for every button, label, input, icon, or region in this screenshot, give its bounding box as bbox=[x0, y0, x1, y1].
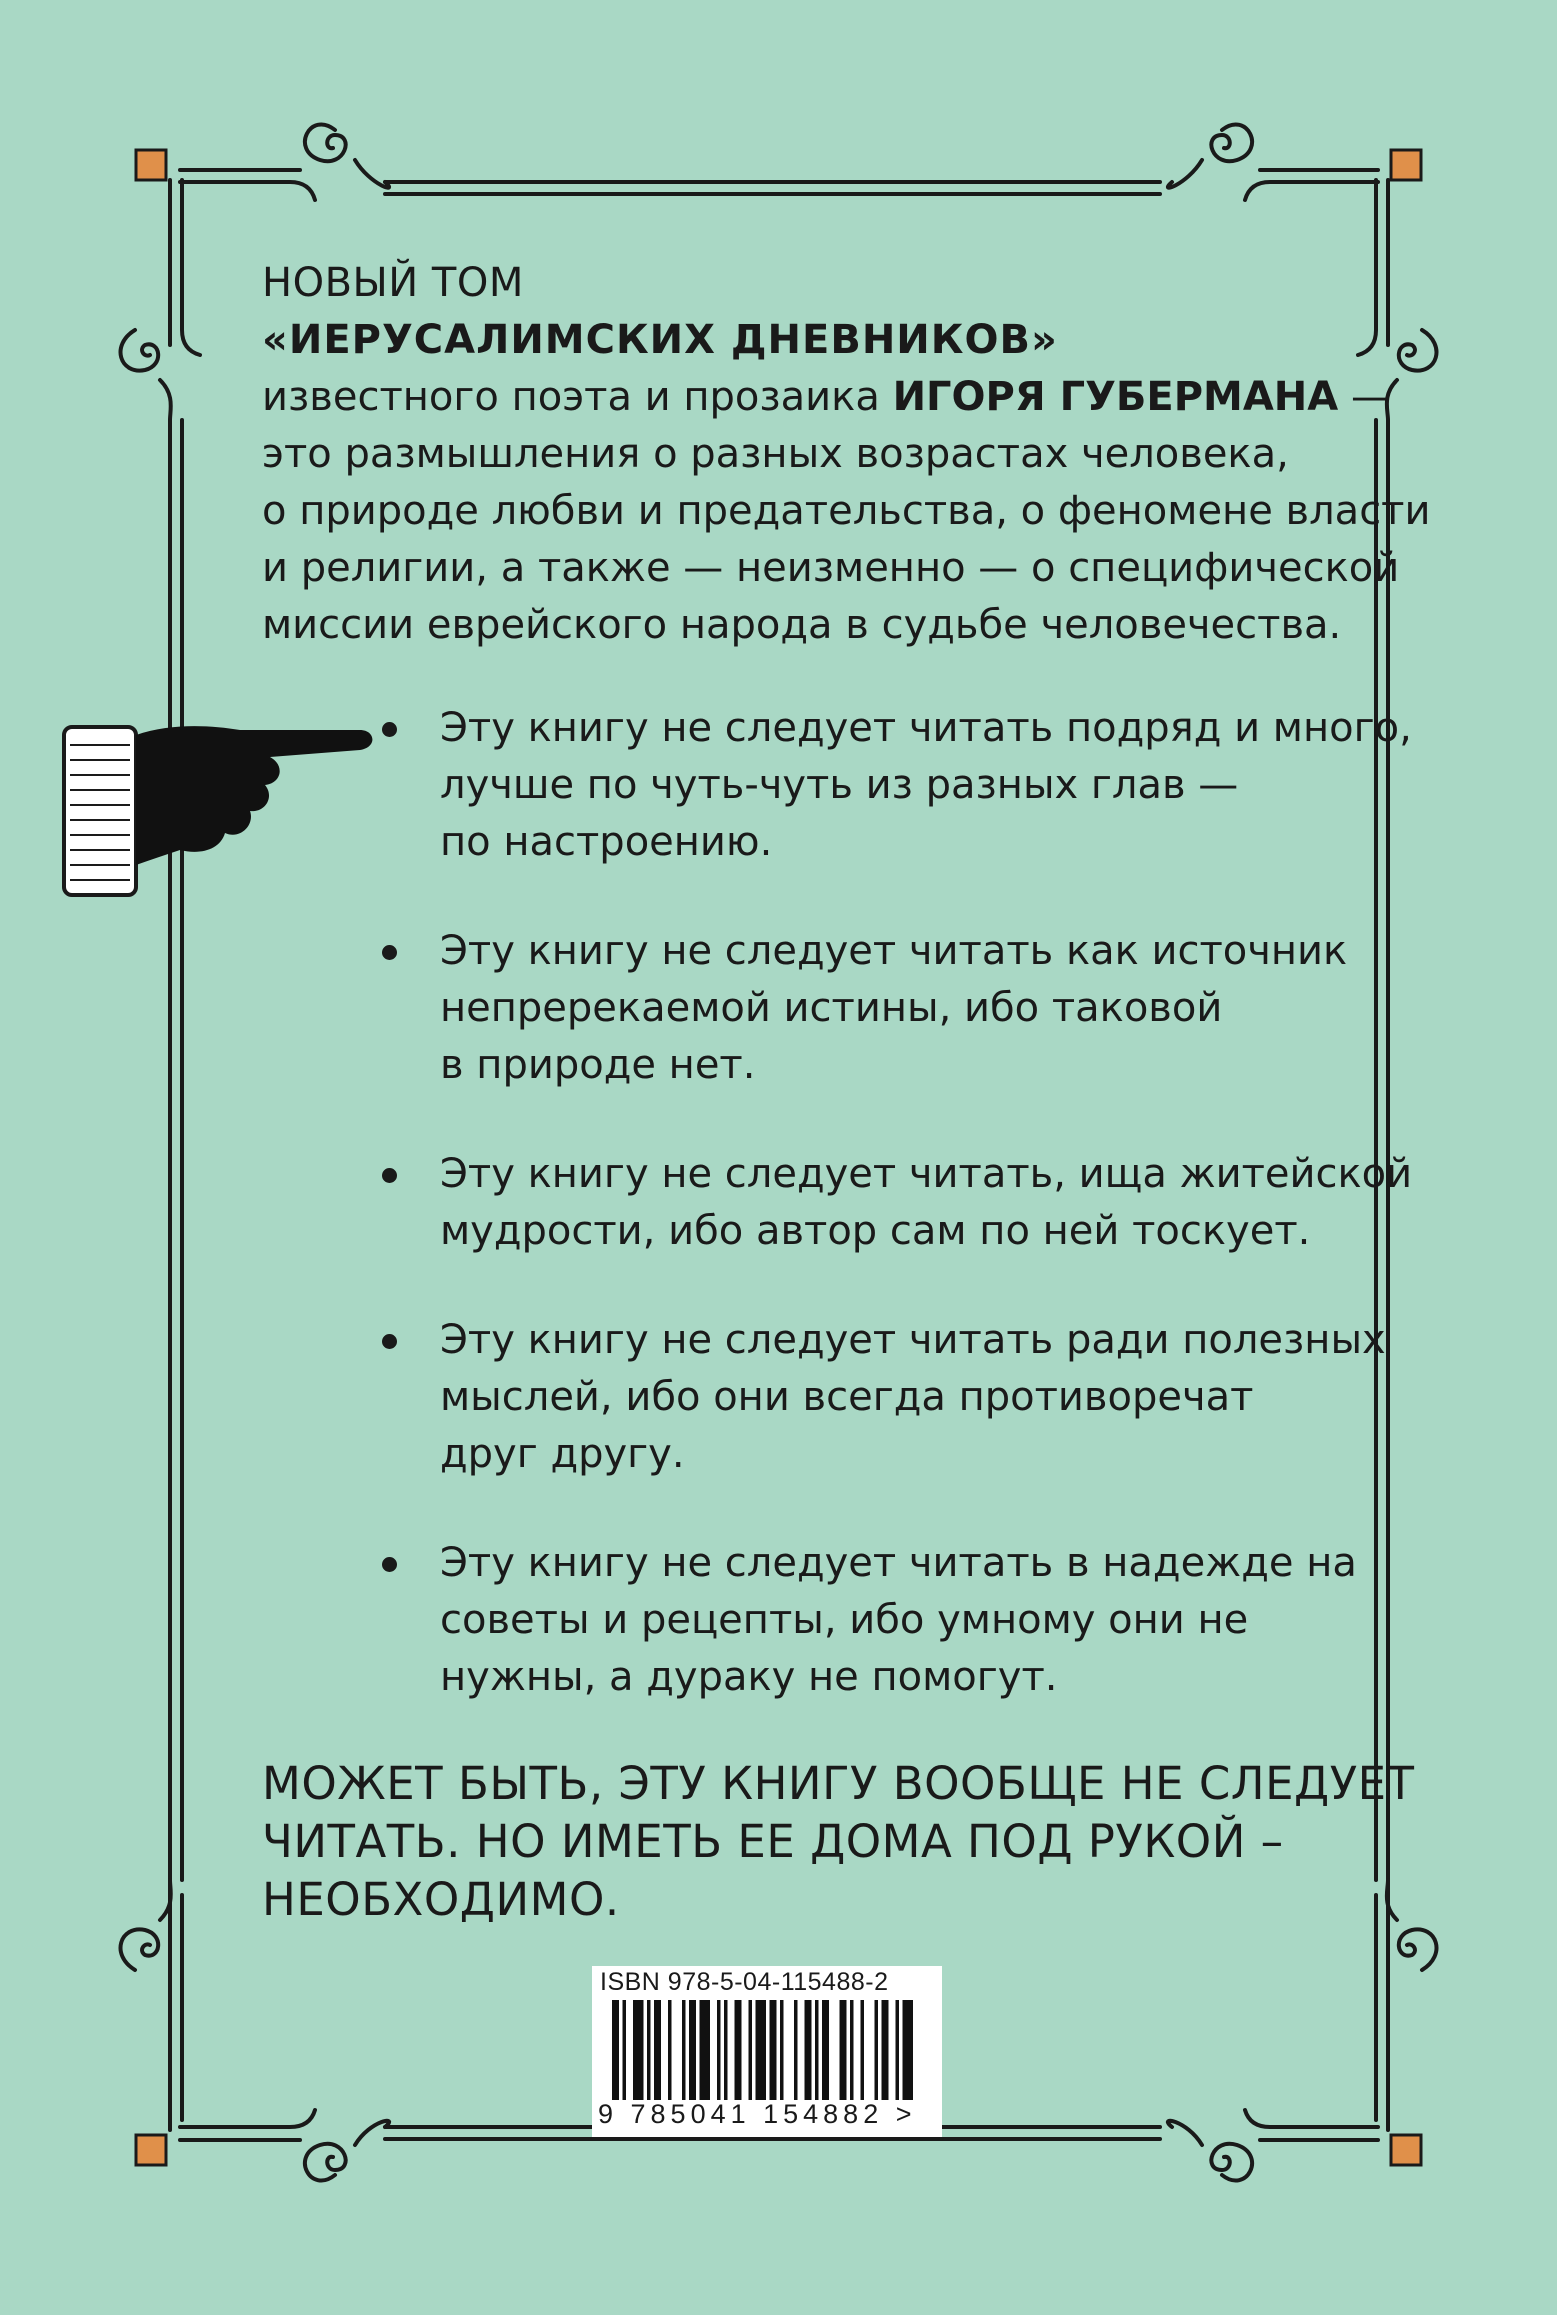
outro-paragraph bbox=[262, 1755, 1415, 1929]
barcode-bar bbox=[700, 2000, 711, 2100]
list-item bbox=[370, 1535, 1370, 1706]
barcode-bar bbox=[612, 2000, 619, 2100]
bullet-line: Эту книгу не следует читать подряд и много, bbox=[440, 705, 1412, 751]
barcode-bar bbox=[633, 2000, 644, 2100]
intro-line-4: это размышления о разных возрастах человека, bbox=[262, 431, 1289, 477]
bullet-line: Эту книгу не следует читать в надежде на bbox=[440, 1540, 1357, 1586]
bullet-line: нужны, а дураку не помогут. bbox=[440, 1654, 1058, 1700]
barcode bbox=[592, 1966, 942, 2137]
bullet-line: мудрости, ибо автор сам по ней тоскует. bbox=[440, 1208, 1311, 1254]
barcode-bar bbox=[668, 2000, 672, 2100]
barcode-bar bbox=[647, 2000, 651, 2100]
corner-square-bottom-left bbox=[136, 2135, 166, 2165]
outro-line-3: НЕОБХОДИМО. bbox=[262, 1873, 620, 1926]
outro-line-2: ЧИТАТЬ. НО ИМЕТЬ ЕЕ ДОМА ПОД РУКОЙ – bbox=[262, 1815, 1284, 1868]
barcode-bar bbox=[780, 2000, 784, 2100]
barcode-bar bbox=[882, 2000, 889, 2100]
barcode-bar bbox=[840, 2000, 847, 2100]
barcode-bar bbox=[717, 2000, 721, 2100]
barcode-bar bbox=[689, 2000, 696, 2100]
list-item bbox=[370, 1312, 1386, 1483]
barcode-bar bbox=[875, 2000, 879, 2100]
corner-square-bottom-right bbox=[1391, 2135, 1421, 2165]
outro-line-1: МОЖЕТ БЫТЬ, ЭТУ КНИГУ ВООБЩЕ НЕ СЛЕДУЕТ bbox=[262, 1757, 1415, 1810]
corner-square-top-left bbox=[136, 150, 166, 180]
barcode-bar bbox=[654, 2000, 661, 2100]
barcode-bar bbox=[623, 2000, 627, 2100]
barcode-bar bbox=[749, 2000, 753, 2100]
barcode-bar bbox=[815, 2000, 819, 2100]
barcode-bar bbox=[770, 2000, 777, 2100]
bullet-line: Эту книгу не следует читать ради полезных bbox=[440, 1317, 1386, 1363]
bullet-list bbox=[370, 700, 1413, 1758]
pointing-hand-icon bbox=[60, 705, 380, 905]
bullet-line: Эту книгу не следует читать, ища житейской bbox=[440, 1151, 1413, 1197]
bullet-line: друг другу. bbox=[440, 1431, 685, 1477]
bullet-line: советы и рецепты, ибо умному они не bbox=[440, 1597, 1249, 1643]
intro-line-6: и религии, а также — неизменно — о специфической bbox=[262, 545, 1400, 591]
intro-line-1: НОВЫЙ ТОМ bbox=[262, 260, 524, 306]
intro-line-3-end: — bbox=[1338, 374, 1391, 420]
bullet-line: Эту книгу не следует читать как источник bbox=[440, 928, 1348, 974]
intro-line-5: о природе любви и предательства, о феномене власти bbox=[262, 488, 1431, 534]
bullet-dot-icon bbox=[382, 1334, 397, 1349]
bullet-line: лучше по чуть-чуть из разных глав — bbox=[440, 762, 1239, 808]
barcode-bar bbox=[822, 2000, 829, 2100]
barcode-bar bbox=[896, 2000, 900, 2100]
barcode-bar bbox=[850, 2000, 854, 2100]
barcode-bar bbox=[756, 2000, 767, 2100]
intro-line-3-start: известного поэта и прозаика bbox=[262, 374, 893, 420]
list-item bbox=[370, 700, 1412, 871]
list-item bbox=[370, 1146, 1413, 1260]
barcode-bar bbox=[724, 2000, 728, 2100]
bullet-dot-icon bbox=[382, 1168, 397, 1183]
barcode-bar bbox=[794, 2000, 798, 2100]
barcode-digits: 9 785041 154882 > bbox=[598, 2099, 917, 2129]
isbn-label: ISBN 978-5-04-115488-2 bbox=[600, 1968, 889, 1996]
intro-series-title: «ИЕРУСАЛИМСКИХ ДНЕВНИКОВ» bbox=[262, 317, 1058, 363]
bullet-dot-icon bbox=[382, 945, 397, 960]
intro-line-3 bbox=[262, 369, 1391, 426]
bullet-line: по настроению. bbox=[440, 819, 773, 865]
intro-paragraph bbox=[262, 255, 1431, 654]
bullet-line: мыслей, ибо они всегда противоречат bbox=[440, 1374, 1254, 1420]
bullet-dot-icon bbox=[382, 1557, 397, 1572]
author-name: ИГОРЯ ГУБЕРМАНА bbox=[892, 374, 1339, 420]
bullet-line: непререкаемой истины, ибо таковой bbox=[440, 985, 1223, 1031]
barcode-bar bbox=[682, 2000, 686, 2100]
bullet-dot-icon bbox=[382, 722, 397, 737]
list-item bbox=[370, 923, 1370, 1094]
barcode-bars-icon bbox=[612, 2000, 922, 2100]
bullet-line: в природе нет. bbox=[440, 1042, 756, 1088]
corner-square-top-right bbox=[1391, 150, 1421, 180]
intro-line-7: миссии еврейского народа в судьбе человечества. bbox=[262, 602, 1342, 648]
barcode-bar bbox=[735, 2000, 742, 2100]
barcode-bar bbox=[903, 2000, 914, 2100]
barcode-bar bbox=[861, 2000, 865, 2100]
barcode-bar bbox=[805, 2000, 812, 2100]
